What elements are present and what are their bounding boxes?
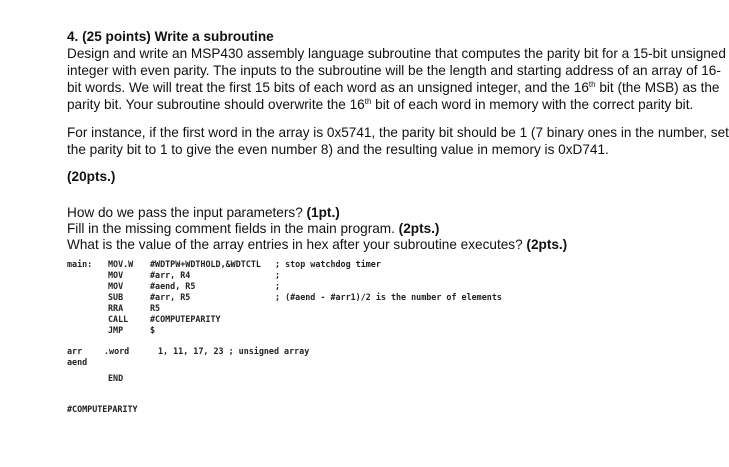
code-array-values: 1, 11, 17, 23 ; unsigned array — [158, 346, 310, 356]
example-line-2: the parity bit to 1 to give the even number 8) and the resulting value in memory is 0xD741. — [67, 142, 609, 157]
points-20: (20pts.) — [67, 169, 116, 184]
paragraph-line-1: Design and write an MSP430 assembly language subroutine that computes the parity bit for a 15-bit unsigned — [67, 46, 726, 61]
code-label-computeparity: #COMPUTEPARITY — [67, 404, 138, 414]
code-label-aend: aend — [67, 357, 88, 367]
code-args: $ — [150, 325, 156, 335]
code-op: JMP — [108, 325, 124, 335]
code-comment: ; (#aend - #arr1)/2 is the number of elements — [275, 292, 502, 302]
code-args: #aend, R5 — [150, 281, 196, 291]
code-op: SUB — [108, 292, 124, 302]
code-op: MOV.W — [108, 259, 134, 269]
paragraph-line-3: bit words. We will treat the first 15 bits of each word as an unsigned integer, and the 16th bit (the MSB) as the — [67, 80, 720, 95]
code-args: #COMPUTEPARITY — [150, 314, 221, 324]
code-label-arr: arr — [67, 346, 83, 356]
code-args: #arr, R5 — [150, 292, 191, 302]
code-op: MOV — [108, 281, 124, 291]
code-args: #WDTPW+WDTHOLD,&WDTCTL — [150, 259, 261, 269]
code-comment: ; stop watchdog timer — [275, 259, 381, 269]
code-op: RRA — [108, 303, 124, 313]
code-comment: ; — [275, 281, 281, 291]
code-args: #arr, R4 — [150, 270, 191, 280]
code-label-main: main: — [67, 259, 93, 269]
paragraph-line-2: integer with even parity. The inputs to the subroutine will be the length and starting address of an array of 16- — [67, 63, 721, 78]
question-1: How do we pass the input parameters? (1pt.) — [67, 205, 340, 220]
code-op-word: .word — [104, 346, 130, 356]
code-comment: ; — [275, 270, 281, 280]
code-op-end: END — [108, 373, 124, 383]
question-title: 4. (25 points) Write a subroutine — [67, 29, 274, 44]
code-op: MOV — [108, 270, 124, 280]
paragraph-line-4: parity bit. Your subroutine should overwrite the 16th bit of each word in memory with the correct parity bit. — [67, 97, 694, 112]
question-3: What is the value of the array entries in hex after your subroutine executes? (2pts.) — [67, 237, 568, 252]
example-line-1: For instance, if the first word in the array is 0x5741, the parity bit should be 1 (7 binary ones in the number, set — [67, 125, 729, 140]
question-2: Fill in the missing comment fields in the main program. (2pts.) — [67, 221, 440, 236]
code-op: CALL — [108, 314, 129, 324]
code-args: R5 — [150, 303, 161, 313]
